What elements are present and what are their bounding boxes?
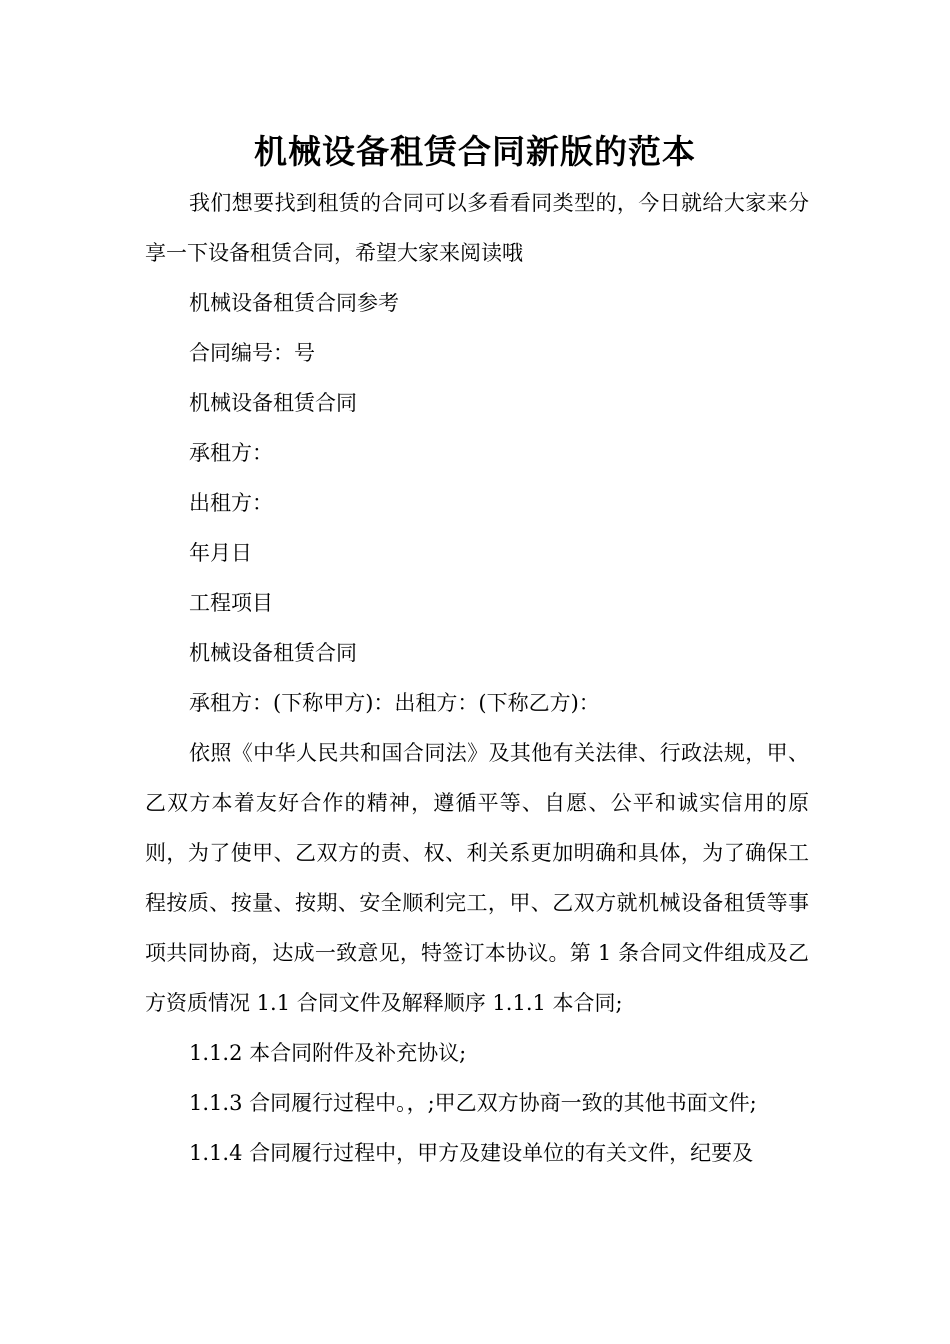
paragraph-clause-1-1-2: 1.1.2 本合同附件及补充协议; — [189, 1041, 467, 1065]
paragraph-reference: 机械设备租赁合同参考 — [189, 291, 399, 315]
document-body — [145, 178, 809, 1178]
paragraph-date: 年月日 — [189, 541, 252, 565]
paragraph-intro: 我们想要找到租赁的合同可以多看看同类型的，今日就给大家来分享一下设备租赁合同，希望大家来阅读哦 — [145, 191, 809, 265]
paragraph-lessor: 出租方： — [189, 491, 273, 515]
paragraph-lessee: 承租方： — [189, 441, 273, 465]
paragraph-clause-1-1-3: 1.1.3 合同履行过程中。，;甲乙双方协商一致的其他书面文件; — [189, 1091, 757, 1115]
paragraph-parties: 承租方：(下称甲方)：出租方：(下称乙方)： — [189, 691, 600, 715]
paragraph-contract-name: 机械设备租赁合同 — [189, 391, 357, 415]
paragraph-contract-name-2: 机械设备租赁合同 — [189, 641, 357, 665]
paragraph-clause-1-1-4: 1.1.4 合同履行过程中，甲方及建设单位的有关文件，纪要及 — [189, 1141, 754, 1165]
paragraph-preamble: 依照《中华人民共和国合同法》及其他有关法律、行政法规，甲、乙双方本着友好合作的精神，遵循平等、自愿、公平和诚实信用的原则，为了使甲、乙双方的责、权、利关系更加明确和具体，为了确保工程按质、按量、按期、安全顺利完工，甲、乙双方就机械设备租赁等事项共同协商，达成一致意见，特签订本协议。第 1 条合同文件组成及乙方资质情况 1.1 合同文件及解释顺序 1.1.1 本合同; — [145, 741, 809, 1015]
paragraph-project: 工程项目 — [189, 591, 273, 615]
document-title: 机械设备租赁合同新版的范本 — [254, 132, 696, 171]
paragraph-contract-number: 合同编号：号 — [189, 341, 315, 365]
